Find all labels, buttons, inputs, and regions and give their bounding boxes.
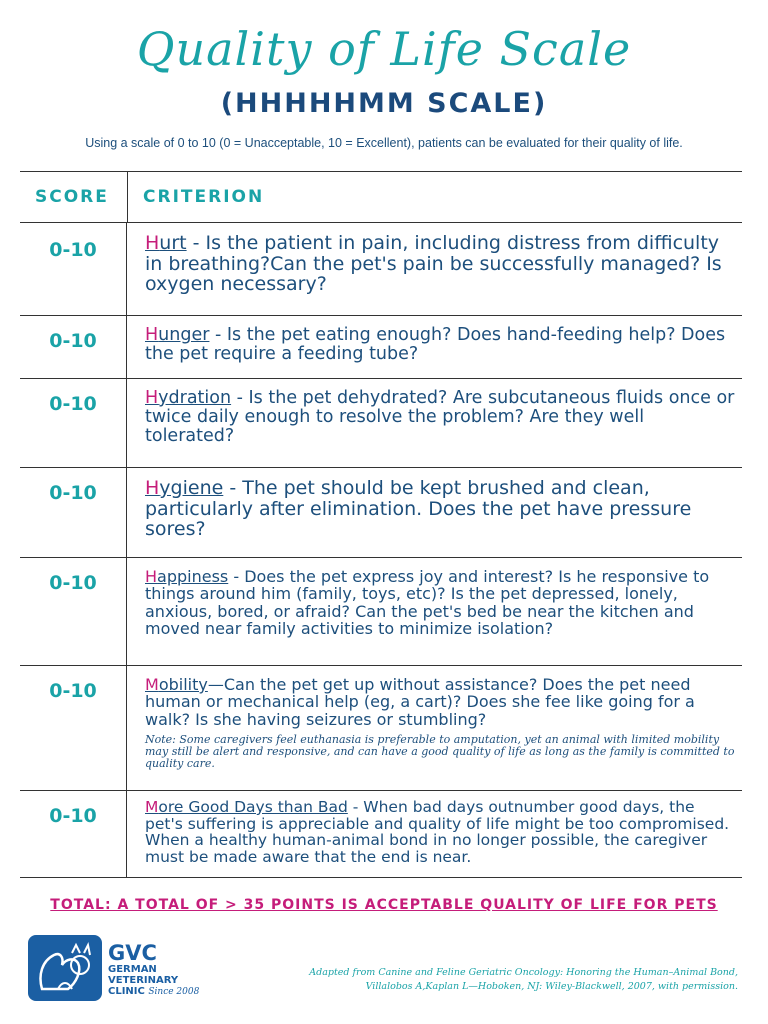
intro-text: Using a scale of 0 to 10 (0 = Unacceptable, 10 = Excellent), patients can be evaluated for their quality of life. bbox=[85, 136, 683, 150]
score-column-header: SCORE bbox=[35, 187, 109, 207]
criterion-term: Happiness bbox=[145, 567, 229, 586]
table-row-happiness bbox=[20, 558, 742, 666]
criterion-cell: Mobility—Can the pet get up without assistance? Does the pet need human or mechanical help (eg, a cart)? Does she fee like going for a walk? Is she having seizures or stumbling? Note: Some caregivers feel euthanasia is preferable to amputation, yet an animal with limited mobility may still be alert and responsive, and can have a good quality of life as long as the family is committed to quality care. bbox=[145, 675, 735, 771]
table-row-hygiene bbox=[20, 468, 742, 558]
criterion-term: Hydration bbox=[145, 388, 232, 408]
score-cell: 0-10 bbox=[20, 558, 127, 665]
table-header bbox=[20, 171, 742, 223]
table-row-hydration bbox=[20, 379, 742, 468]
score-cell: 0-10 bbox=[20, 666, 127, 790]
criterion-term: Hunger bbox=[145, 325, 210, 345]
table-row-more-good-days bbox=[20, 791, 742, 878]
criterion-term: Hygiene bbox=[145, 477, 224, 499]
criterion-term: Hurt bbox=[145, 232, 187, 254]
table-row-hunger bbox=[20, 316, 742, 379]
criterion-cell: More Good Days than Bad - When bad days outnumber good days, the pet's suffering is appreciable and quality of life might be too compromised. When a healthy human-animal bond in no longer possible, the caregiver must be made aware that the end is near. bbox=[145, 798, 730, 867]
criterion-cell: Hygiene - The pet should be kept brushed and clean, particularly after elimination. Does the pet have pressure sores? bbox=[145, 477, 692, 541]
qol-table bbox=[20, 171, 742, 878]
clinic-name: GVC GERMAN VETERINARY CLINIC Since 2008 bbox=[108, 941, 200, 997]
score-cell: 0-10 bbox=[20, 379, 127, 467]
score-cell: 0-10 bbox=[20, 468, 127, 557]
dog-cat-logo-icon bbox=[28, 935, 102, 1001]
score-cell: 0-10 bbox=[20, 316, 127, 378]
criterion-cell: Happiness - Does the pet express joy and interest? Is he responsive to things around him (family, toys, etc)? Is the pet depressed, lonely, anxious, bored, or afraid? Can the pet's bed be near the kitchen and moved near family activities to minimize isolation? bbox=[145, 567, 710, 638]
page-subtitle: (HHHHHMM SCALE) bbox=[220, 88, 548, 119]
total-statement: TOTAL: A TOTAL OF > 35 POINTS IS ACCEPTABLE QUALITY OF LIFE FOR PETS bbox=[50, 897, 718, 913]
page-title: Quality of Life Scale bbox=[136, 22, 632, 76]
source-credit: Adapted from Canine and Feline Geriatric Oncology: Honoring the Human–Animal Bond, Villalobos A,Kaplan L—Hoboken, NJ: Wiley-Blackwell, 2007, with permission. bbox=[309, 967, 738, 992]
criterion-cell: Hunger - Is the pet eating enough? Does hand-feeding help? Does the pet require a feeding tube? bbox=[145, 325, 726, 364]
table-row-hurt bbox=[20, 223, 742, 316]
criterion-term: Mobility bbox=[145, 675, 208, 694]
score-cell: 0-10 bbox=[20, 791, 127, 877]
mobility-note: Note: Some caregivers feel euthanasia is preferable to amputation, yet an animal with limited mobility may still be alert and responsive, and can have a good quality of life as long as the family is committed to quality care. bbox=[145, 732, 735, 771]
criterion-cell: Hydration - Is the pet dehydrated? Are subcutaneous fluids once or twice daily enough to resolve the problem? Are they well tolerated? bbox=[145, 388, 735, 446]
table-row-mobility bbox=[20, 666, 742, 791]
criterion-cell: Hurt - Is the patient in pain, including distress from difficulty in breathing?Can the pet's pain be successfully managed? Is oxygen necessary? bbox=[145, 232, 722, 296]
clinic-logo bbox=[28, 935, 102, 1001]
score-cell: 0-10 bbox=[20, 223, 127, 315]
criterion-term: More Good Days than Bad bbox=[145, 798, 348, 816]
criterion-column-header: CRITERION bbox=[143, 187, 265, 207]
